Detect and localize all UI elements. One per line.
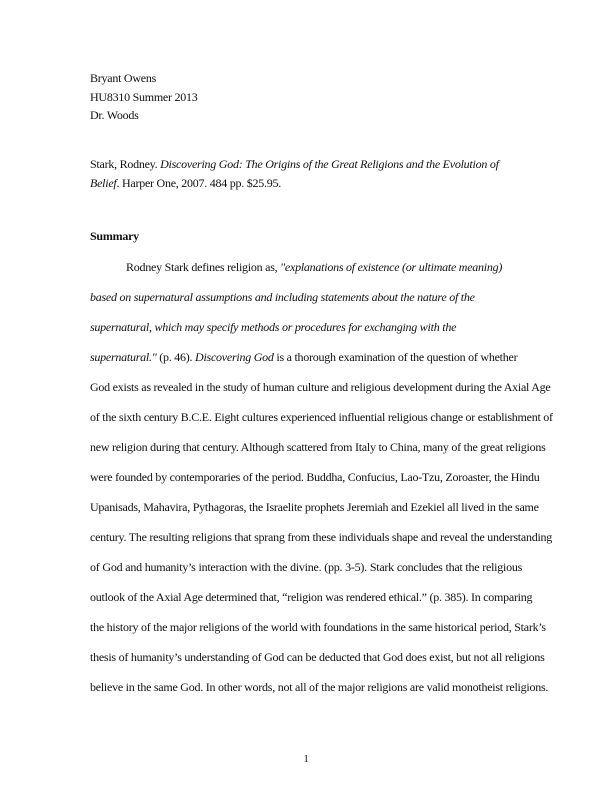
paragraph-line — [90, 350, 517, 364]
book-title: Discovering God — [195, 350, 274, 364]
definition-quote: "explanations of existence (or ultimate meaning) — [280, 260, 503, 274]
definition-quote: supernatural." — [90, 350, 157, 364]
paragraph-line: the history of the major religions of the world with foundations in the same historical period, Stark’s — [90, 620, 546, 634]
paragraph-line: Upanisads, Mahavira, Pythagoras, the Israelite prophets Jeremiah and Ezekiel all lived in the same — [90, 500, 539, 514]
definition-quote: based on supernatural assumptions and including statements about the nature of the — [90, 290, 475, 304]
author-name: Bryant Owens — [90, 71, 156, 85]
paragraph-line: were founded by contemporaries of the period. Buddha, Confucius, Lao-Tzu, Zoroaster, the Hindu — [90, 470, 540, 484]
citation-title: Discovering God: The Origins of the Great Religions and the Evolution of — [160, 157, 499, 171]
body-text: is a thorough examination of the question of whether — [273, 350, 518, 364]
paragraph-line — [90, 290, 475, 304]
body-text: (p. 46). — [156, 350, 196, 364]
citation-title-continued: Belief — [90, 176, 117, 190]
citation-publication: . Harper One, 2007. 484 pp. $25.95. — [116, 176, 282, 190]
body-text: Rodney Stark defines religion as, — [126, 260, 281, 274]
paragraph-line — [90, 320, 456, 334]
definition-quote: supernatural, which may specify methods or procedures for exchanging with the — [90, 320, 457, 334]
instructor-name: Dr. Woods — [90, 108, 139, 122]
citation-author: Stark, Rodney. — [90, 157, 158, 171]
paragraph-line — [126, 260, 502, 274]
course-code: HU8310 Summer 2013 — [90, 90, 198, 104]
citation-line-1 — [90, 157, 499, 171]
paragraph-line: century. The resulting religions that sprang from these individuals shape and reveal the understanding — [90, 530, 553, 544]
paragraph-line: believe in the same God. In other words, not all of the major religions are valid monotheist religions. — [90, 680, 549, 694]
section-heading: Summary — [90, 229, 139, 243]
citation-line-2 — [90, 176, 281, 190]
paragraph-line: new religion during that century. Although scattered from Italy to China, many of the great religions — [90, 440, 546, 454]
paragraph-line: of God and humanity’s interaction with the divine. (pp. 3-5). Stark concludes that the religious — [90, 560, 522, 574]
page-number: 1 — [303, 753, 309, 765]
paragraph-line: of the sixth century B.C.E. Eight cultures experienced influential religious change or establishment of — [90, 410, 553, 424]
paragraph-line: thesis of humanity’s understanding of God can be deducted that God does exist, but not all religions — [90, 650, 545, 664]
paragraph-line: outlook of the Axial Age determined that, “religion was rendered ethical.” (p. 385). In comparing — [90, 590, 533, 604]
paragraph-line: God exists as revealed in the study of human culture and religious development during the Axial Age — [90, 380, 551, 394]
